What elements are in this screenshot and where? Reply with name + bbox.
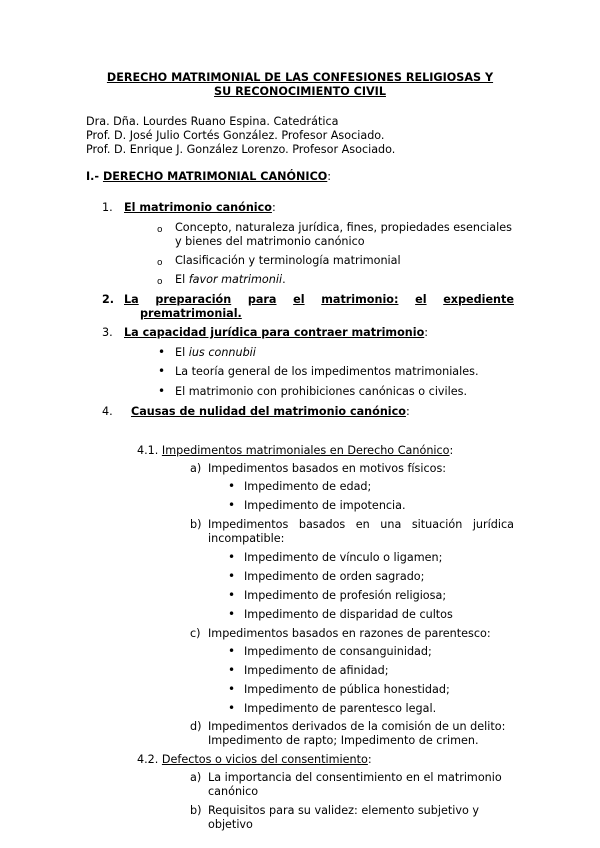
bullet-dot-icon: • <box>228 682 236 696</box>
item-heading-word: preparación <box>155 293 232 306</box>
item-heading <box>124 326 428 340</box>
enum-label: a) <box>190 771 202 784</box>
list-item: Impedimento de pública honestidad; <box>244 683 450 696</box>
item-heading-suffix: : <box>405 405 410 418</box>
list-item: Impedimento de consanguinidad; <box>244 645 432 658</box>
list-item-text: El <box>175 346 189 359</box>
enum-item-continuation: objetivo <box>208 818 253 831</box>
enum-label: c) <box>190 627 201 640</box>
list-item: La teoría general de los impedimentos matrimoniales. <box>175 365 479 378</box>
list-item: Impedimento de afinidad; <box>244 664 389 677</box>
enum-label: b) <box>190 518 202 531</box>
section-prefix: I.- <box>86 170 103 183</box>
subsection-title: Defectos o vicios del consentimiento <box>161 753 368 766</box>
bullet-open-icon: o <box>157 258 163 268</box>
item-heading-word: matrimonio: <box>321 293 399 306</box>
bullet-open-icon: o <box>157 277 163 287</box>
bullet-dot-icon: • <box>228 498 236 512</box>
enum-item-justified <box>208 518 514 532</box>
bullet-dot-icon: • <box>228 644 236 658</box>
list-item: Impedimento de orden sagrado; <box>244 570 425 583</box>
enum-item-continuation: canónico <box>208 785 259 798</box>
item-heading-suffix: : <box>424 326 429 339</box>
author-line: Prof. D. Enrique J. González Lorenzo. Profesor Asociado. <box>86 143 396 156</box>
author-line: Prof. D. José Julio Cortés González. Profesor Asociado. <box>86 129 385 142</box>
enum-word: Impedimentos <box>208 518 289 531</box>
author-line: Dra. Dña. Lourdes Ruano Espina. Catedrática <box>86 115 339 128</box>
item-heading-word: expediente <box>443 293 514 306</box>
bullet-dot-icon: • <box>228 479 236 493</box>
enum-item: Requisitos para su validez: elemento subjetivo y <box>208 804 480 817</box>
document-title-line2: SU RECONOCIMIENTO CIVIL <box>214 85 386 98</box>
enum-label: a) <box>190 462 202 475</box>
item-heading-word: el <box>293 293 305 306</box>
section-suffix: : <box>327 170 332 183</box>
list-item: Impedimento de vínculo o ligamen; <box>244 551 443 564</box>
bullet-dot-icon: • <box>228 701 236 715</box>
section-title: DERECHO MATRIMONIAL CANÓNICO <box>102 170 328 183</box>
subsection-number: 4.1. <box>137 444 162 457</box>
section-heading <box>86 170 331 184</box>
document-title-line1: DERECHO MATRIMONIAL DE LAS CONFESIONES RELIGIOSAS Y <box>106 71 494 84</box>
list-item: Clasificación y terminología matrimonial <box>175 254 401 267</box>
item-heading-text: Causas de nulidad del matrimonio canónico <box>131 405 406 418</box>
list-item-italic: ius connubii <box>188 346 256 359</box>
list-item: Impedimento de disparidad de cultos <box>244 608 453 621</box>
item-heading-justified <box>124 293 514 307</box>
bullet-dot-icon: • <box>228 550 236 564</box>
item-heading-word: el <box>415 293 427 306</box>
bullet-dot-icon: • <box>228 588 236 602</box>
list-item <box>175 273 286 287</box>
list-item: Concepto, naturaleza jurídica, fines, propiedades esenciales <box>175 221 512 234</box>
enum-label: d) <box>190 720 202 733</box>
list-item-text: . <box>282 273 286 286</box>
enum-label: b) <box>190 804 202 817</box>
list-item-text: El <box>175 273 189 286</box>
enum-item: Impedimentos derivados de la comisión de un delito: <box>208 720 506 733</box>
item-heading-word: La <box>124 293 139 306</box>
subsection-suffix: : <box>367 753 372 766</box>
item-number: 3. <box>102 326 113 339</box>
item-number: 2. <box>102 293 115 306</box>
item-heading-continuation: prematrimonial. <box>140 307 242 320</box>
subsection-title: Impedimentos matrimoniales en Derecho Canónico <box>161 444 450 457</box>
enum-word: en <box>355 518 370 531</box>
list-item: Impedimento de impotencia. <box>244 499 406 512</box>
subsection-heading <box>137 753 372 767</box>
enum-item: Impedimentos basados en razones de parentesco: <box>208 627 491 640</box>
bullet-dot-icon: • <box>228 663 236 677</box>
bullet-dot-icon: • <box>158 364 166 378</box>
bullet-dot-icon: • <box>228 569 236 583</box>
enum-word: una <box>380 518 402 531</box>
item-heading-word: para <box>247 293 277 306</box>
list-item <box>175 346 256 360</box>
item-number: 4. <box>102 405 113 418</box>
subsection-heading <box>137 444 453 458</box>
subsection-suffix: : <box>449 444 454 457</box>
list-item-continuation: y bienes del matrimonio canónico <box>175 235 365 248</box>
enum-item: La importancia del consentimiento en el matrimonio <box>208 771 502 784</box>
list-item: El matrimonio con prohibiciones canónicas o civiles. <box>175 385 468 398</box>
item-heading-text: La capacidad jurídica para contraer matrimonio <box>124 326 425 339</box>
enum-word: situación <box>411 518 463 531</box>
item-number: 1. <box>102 201 113 214</box>
bullet-dot-icon: • <box>158 345 166 359</box>
list-item: Impedimento de profesión religiosa; <box>244 589 447 602</box>
list-item: Impedimento de parentesco legal. <box>244 702 437 715</box>
bullet-dot-icon: • <box>228 607 236 621</box>
enum-item-continuation: Impedimento de rapto; Impedimento de crimen. <box>208 734 479 747</box>
enum-item-continuation: incompatible: <box>208 532 285 545</box>
enum-item: Impedimentos basados en motivos físicos: <box>208 462 447 475</box>
subsection-number: 4.2. <box>137 753 162 766</box>
enum-word: basados <box>298 518 346 531</box>
list-item: Impedimento de edad; <box>244 480 372 493</box>
item-heading-suffix: : <box>271 201 276 214</box>
item-heading-text: El matrimonio canónico <box>124 201 272 214</box>
bullet-dot-icon: • <box>158 384 166 398</box>
enum-word: jurídica <box>472 518 514 531</box>
list-item-italic: favor matrimonii <box>188 273 283 286</box>
bullet-open-icon: o <box>157 225 163 235</box>
item-heading <box>124 201 276 215</box>
item-heading <box>131 405 410 419</box>
